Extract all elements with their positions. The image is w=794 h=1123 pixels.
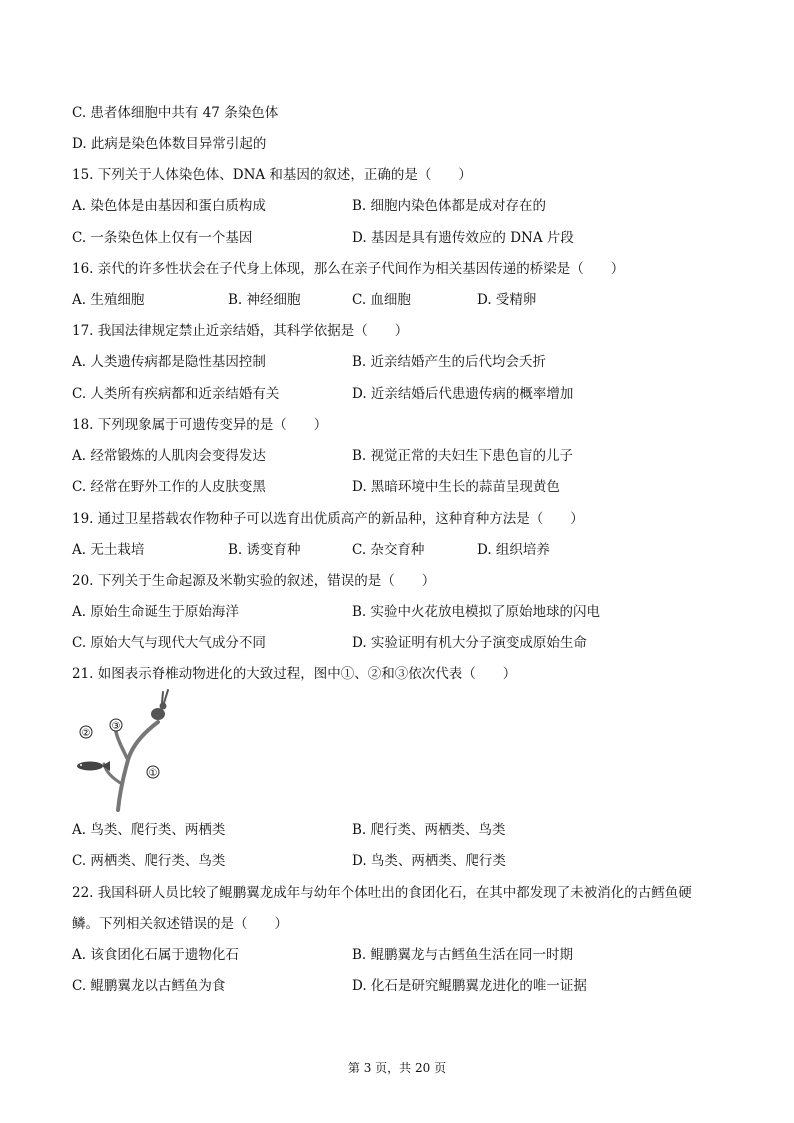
option-d: D. 实验证明有机大分子演变成原始生命 — [352, 635, 587, 651]
option-b: B. 近亲结婚产生的后代均会夭折 — [352, 354, 547, 370]
option-a: A. 人类遗传病都是隐性基因控制 — [72, 354, 266, 370]
option-a: A. 经常锻炼的人肌肉会变得发达 — [72, 448, 266, 464]
option-b: B. 细胞内染色体都是成对存在的 — [352, 198, 547, 214]
page-number-footer: 第 3 页，共 20 页 — [347, 1061, 447, 1075]
question-17: 17. 我国法律规定禁止近亲结婚，其科学依据是（ ） — [72, 323, 409, 339]
question-15-options-row1 — [72, 197, 722, 215]
option-b: B. 实验中火花放电模拟了原始地球的闪电 — [352, 604, 601, 620]
option-c: C. 经常在野外工作的人皮肤变黑 — [72, 479, 266, 495]
tree-branch-diagram — [72, 688, 182, 812]
question-22-line2: 鳞。下列相关叙述错误的是（ ） — [72, 916, 288, 932]
question-16: 16. 亲代的许多性状会在子代身上体现，那么在亲子代间作为相关基因传递的桥梁是（ ） — [72, 261, 625, 277]
option-a: A. 无土栽培 — [72, 542, 145, 558]
option-c: C. 原始大气与现代大气成分不同 — [72, 635, 266, 651]
question-20: 20. 下列关于生命起源及米勒实验的叙述，错误的是（ ） — [72, 573, 436, 589]
option-d: D. 化石是研究鲲鹏翼龙进化的唯一证据 — [352, 978, 587, 994]
question-18-options-row2 — [72, 478, 722, 496]
option-a: A. 鸟类、爬行类、两栖类 — [72, 822, 226, 838]
question-20-options-row1 — [72, 603, 722, 621]
option-d: D. 鸟类、两栖类、爬行类 — [352, 853, 506, 869]
question-22-options-row2 — [72, 977, 722, 995]
option-b: B. 爬行类、两栖类、鸟类 — [352, 822, 506, 838]
question-22-options-row1 — [72, 946, 722, 964]
option-b: B. 诱变育种 — [228, 542, 301, 558]
option-d-line: D. 此病是染色体数目异常引起的 — [72, 136, 267, 152]
option-c: C. 一条染色体上仅有一个基因 — [72, 230, 253, 246]
question-17-options-row1 — [72, 353, 722, 371]
question-17-options-row2 — [72, 385, 722, 403]
question-20-options-row2 — [72, 634, 722, 652]
option-b: B. 视觉正常的夫妇生下患色盲的儿子 — [352, 448, 574, 464]
option-a: A. 该食团化石属于遗物化石 — [72, 947, 239, 963]
option-c: C. 鲲鹏翼龙以古鳕鱼为食 — [72, 978, 226, 994]
evolution-tree-figure — [72, 688, 182, 812]
option-c-line: C. 患者体细胞中共有 47 条染色体 — [72, 105, 279, 121]
label-3: ③ — [111, 721, 121, 732]
question-21-options-row2 — [72, 852, 722, 870]
option-a: A. 生殖细胞 — [72, 292, 145, 308]
label-1: ① — [148, 768, 158, 779]
option-c: C. 血细胞 — [352, 292, 411, 308]
question-15: 15. 下列关于人体染色体、DNA 和基因的叙述，正确的是（ ） — [72, 167, 472, 183]
question-18-options-row1 — [72, 447, 722, 465]
option-d: D. 受精卵 — [477, 292, 537, 308]
question-21: 21. 如图表示脊椎动物进化的大致过程，图中①、②和③依次代表（ ） — [72, 666, 517, 682]
question-19: 19. 通过卫星搭载农作物种子可以选育出优质高产的新品种，这种育种方法是（ ） — [72, 511, 584, 527]
option-d: D. 近亲结婚后代患遗传病的概率增加 — [352, 386, 574, 402]
question-18: 18. 下列现象属于可遗传变异的是（ ） — [72, 417, 328, 433]
option-c: C. 人类所有疾病都和近亲结婚有关 — [72, 386, 280, 402]
option-b: B. 神经细胞 — [228, 292, 301, 308]
question-15-options-row2 — [72, 229, 722, 247]
rabbit-icon — [151, 690, 168, 720]
option-a: A. 原始生命诞生于原始海洋 — [72, 604, 239, 620]
option-c: C. 两栖类、爬行类、鸟类 — [72, 853, 226, 869]
option-c: C. 杂交育种 — [352, 542, 425, 558]
option-d: D. 基因是具有遗传效应的 DNA 片段 — [352, 230, 574, 246]
option-b: B. 鲲鹏翼龙与古鳕鱼生活在同一时期 — [352, 947, 574, 963]
option-d: D. 黑暗环境中生长的蒜苗呈现黄色 — [352, 479, 560, 495]
option-a: A. 染色体是由基因和蛋白质构成 — [72, 198, 266, 214]
question-22-line1: 22. 我国科研人员比较了鲲鹏翼龙成年与幼年个体吐出的食团化石，在其中都发现了未被消化的古鳕鱼硬 — [72, 885, 692, 901]
option-d: D. 组织培养 — [477, 542, 550, 558]
question-21-options-row1 — [72, 821, 722, 839]
label-2: ② — [81, 728, 91, 739]
